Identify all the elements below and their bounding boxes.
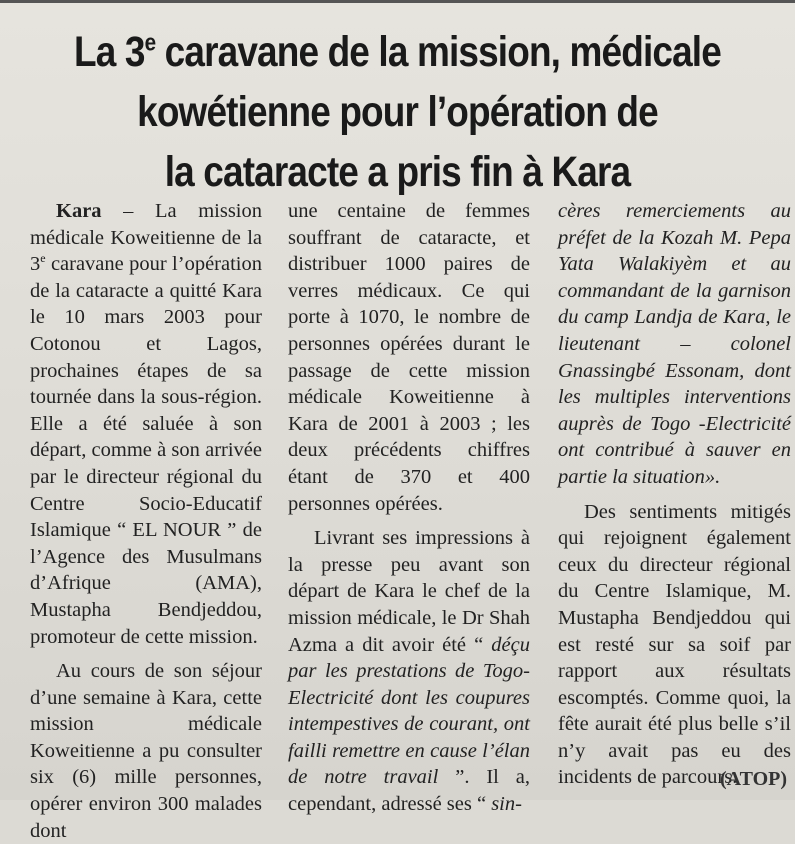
headline-line-2: kowétienne pour l’opération de [137, 88, 658, 136]
headline-line-3: la cataracte a pris fin à Kara [164, 148, 631, 196]
paragraph-2: Au cours de son séjour d’une semaine à Kara, cette mission médicale Koweitienne a pu consulter six (6) mille personnes, opérer environ 300 malades dont [30, 660, 262, 842]
paragraph-2-continued: une centaine de femmes souffrant de cataracte, et distribuer 1000 paires de verres médicaux. Ce qui porte à 1070, le nombre de personnes opérées durant le passage de cette mission médicale Koweitienne à Kara de 2001 à 2003 ; les deux précédents chiffres étant de 370 et 400 personnes opérées. [288, 200, 530, 515]
paragraph-3-continued: cères remerciements au préfet de la Kozah M. Pepa Yata Walakiyèm et au commandant de la garnison du camp Landja de Kara, le lieutenant – colonel Gnassingbé Essonam, dont les multiples interventions auprès de Togo -Electricité ont contribué à sauver en partie la situation». [558, 200, 791, 488]
top-rule [0, 0, 795, 3]
column-3 [558, 198, 791, 791]
column-2 [288, 198, 530, 818]
headline-line-1: La 3e caravane de la mission, médicale [74, 28, 721, 76]
dateline: Kara [56, 200, 102, 222]
agency-credit: (ATOP) [719, 768, 787, 790]
headline [56, 22, 740, 202]
paragraph-1: Kara – La mission médicale Koweitienne de la 3e caravane pour l’opération de la cataracte a quitté Kara le 10 mars 2003 pour Cotonou et Lagos, prochaines étapes de sa tournée dans la sous-région. Elle a été saluée à son départ, comme à son arrivée par le directeur régional du Centre Socio-Educatif Islamique “ EL NOUR ” de l’Agence des Musulmans d’Afrique (AMA), Mustapha Bendjeddou, promoteur de cette mission. [30, 200, 262, 648]
column-1 [30, 198, 262, 844]
paragraph-4: Des sentiments mitigés qui rejoignent également ceux du directeur régional du Centre Islamique, M. Mustapha Bendjeddou qui est resté sur sa soif par rapport aux résultats escomptés. Comme quoi, la fête aurait été plus belle s’il n’y avait pas eu des incidents de parcours. [558, 500, 791, 789]
paragraph-3: Livrant ses impressions à la presse peu avant son départ de Kara le chef de la mission médicale, le Dr Shah Azma a dit avoir été “ déçu par les prestations de Togo-Electricité dont les coupures intempestives de courant, ont failli remettre en cause l’élan de notre travail ”. Il a, cependant, adressé ses “ sin- [288, 527, 530, 816]
